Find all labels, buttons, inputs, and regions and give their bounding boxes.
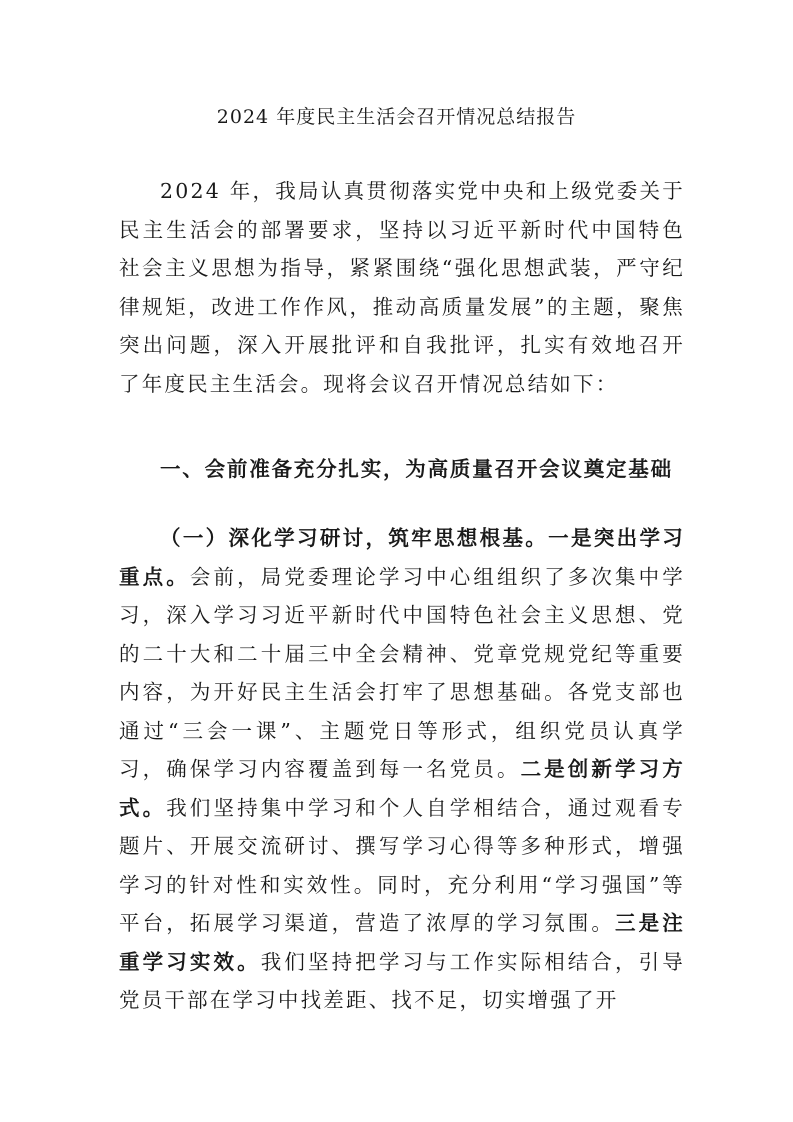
point-2-label: 二是创新学习方式。 (119, 757, 685, 820)
point-1-text: 会前，局党委理论学习中心组组织了多次集中学习，深入学习习近平新时代中国特色社会主义思想、党的二十大和二十届三中全会精神、党章党规党纪等重要内容，为开好民主生活会打牢了思想基础。各党支部也通过“三会一课”、主题党日等形式，组织党员认真学习，确保学习内容覆盖到每一名党员。 (119, 564, 685, 781)
subsection-heading: （一）深化学习研讨，筑牢思想根基。 (160, 526, 549, 550)
point-2-text: 我们坚持集中学习和个人自学相结合，通过观看专题片、开展交流研讨、撰写学习心得等多种形式，增强学习的针对性和实效性。同时，充分利用“学习强国”等平台，拓展学习渠道，营造了浓厚的学习氛围。 (119, 795, 685, 935)
point-3-text: 我们坚持把学习与工作实际相结合，引导党员干部在学习中找差距、找不足，切实增强了开 (119, 949, 685, 1012)
section-heading-1: 一、会前准备充分扎实，为高质量召开会议奠定基础 (160, 457, 673, 481)
point-1-label: 一是突出学习重点。 (119, 526, 685, 589)
subsection-paragraph-1 (119, 519, 685, 1020)
point-3-label: 三是注重学习实效。 (119, 911, 685, 974)
intro-paragraph: 2024 年，我局认真贯彻落实党中央和上级党委关于民主生活会的部署要求，坚持以习近平新时代中国特色社会主义思想为指导，紧紧围绕“强化思想武装，严守纪律规矩，改进工作作风，推动高质量发展”的主题，聚焦突出问题，深入开展批评和自我批评，扎实有效地召开了年度民主生活会。现将会议召开情况总结如下： (119, 179, 685, 396)
document-title: 2024 年度民主生活会召开情况总结报告 (216, 106, 577, 128)
